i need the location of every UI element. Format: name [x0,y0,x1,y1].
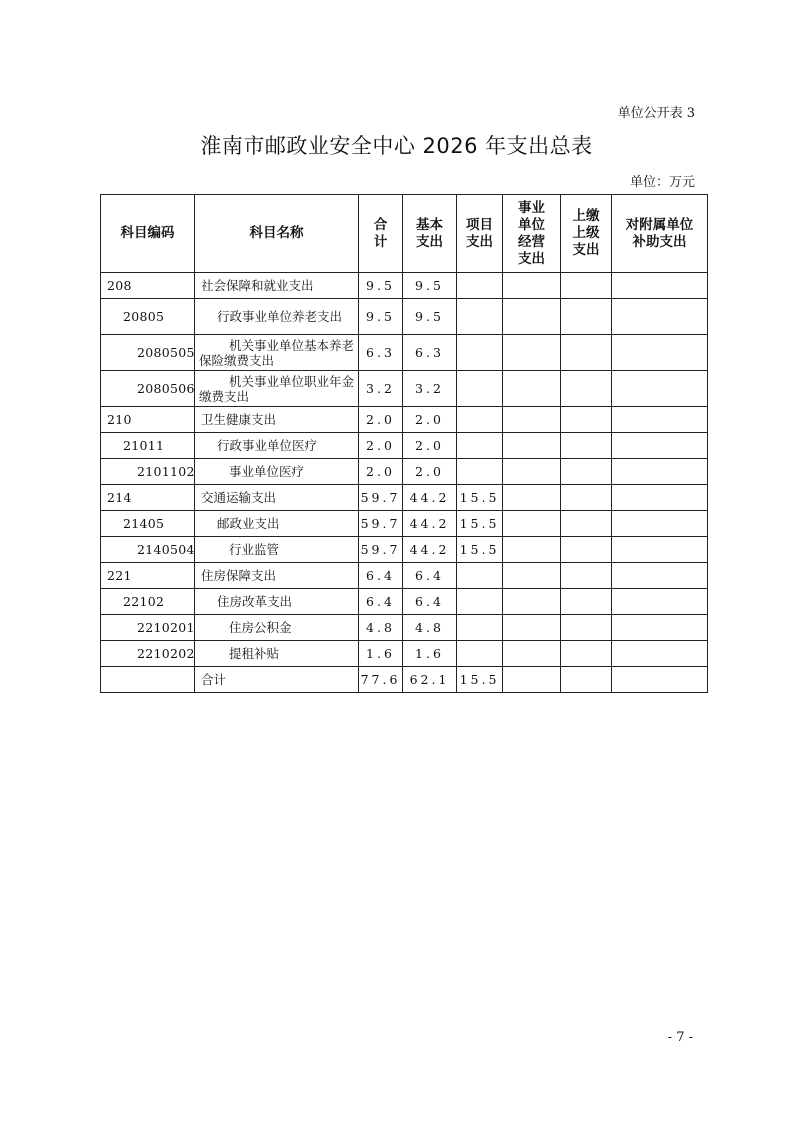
form-number: 单位公开表 3 [617,106,695,121]
cell-subsidy [612,511,708,537]
cell-superior [561,433,612,459]
header-project: 项目 支出 [457,195,503,273]
header-superior: 上缴 上级 支出 [561,195,612,273]
cell-subsidy [612,485,708,511]
cell-total: 2.0 [359,407,403,433]
cell-total: 3.2 [359,371,403,407]
cell-name: 邮政业支出 [195,511,359,537]
cell-name: 机关事业单位基本养老保险缴费支出 [195,335,359,371]
cell-name: 社会保障和就业支出 [195,273,359,299]
cell-basic: 2.0 [403,407,457,433]
table-header-row [101,195,708,273]
cell-code [101,667,195,693]
table-row [101,299,708,335]
cell-business [503,371,561,407]
cell-subsidy [612,433,708,459]
header-basic: 基本 支出 [403,195,457,273]
summary-row [101,667,708,693]
cell-basic: 62.1 [403,667,457,693]
cell-superior [561,459,612,485]
cell-business [503,273,561,299]
cell-code: 21405 [101,511,195,537]
cell-business [503,299,561,335]
cell-business [503,667,561,693]
cell-subsidy [612,273,708,299]
cell-code: 2101102 [101,459,195,485]
cell-superior [561,511,612,537]
table-row [101,485,708,511]
cell-basic: 44.2 [403,485,457,511]
cell-project [457,589,503,615]
cell-superior [561,335,612,371]
table-row [101,641,708,667]
cell-name: 合计 [195,667,359,693]
table-row [101,407,708,433]
cell-total: 9.5 [359,273,403,299]
cell-code: 2210201 [101,615,195,641]
cell-project [457,335,503,371]
cell-basic: 2.0 [403,433,457,459]
table-row [101,563,708,589]
cell-code: 210 [101,407,195,433]
cell-project [457,641,503,667]
cell-code: 20805 [101,299,195,335]
cell-name: 机关事业单位职业年金缴费支出 [195,371,359,407]
cell-name: 交通运输支出 [195,485,359,511]
cell-name: 住房改革支出 [195,589,359,615]
cell-subsidy [612,667,708,693]
cell-code: 2080506 [101,371,195,407]
cell-project: 15.5 [457,485,503,511]
cell-subsidy [612,537,708,563]
cell-total: 4.8 [359,615,403,641]
cell-basic: 44.2 [403,511,457,537]
cell-superior [561,485,612,511]
cell-subsidy [612,641,708,667]
table-row [101,511,708,537]
cell-code: 21011 [101,433,195,459]
cell-total: 2.0 [359,459,403,485]
cell-subsidy [612,371,708,407]
cell-project [457,273,503,299]
cell-basic: 2.0 [403,459,457,485]
cell-basic: 6.4 [403,563,457,589]
cell-superior [561,537,612,563]
cell-subsidy [612,589,708,615]
cell-business [503,563,561,589]
cell-business [503,589,561,615]
cell-project [457,433,503,459]
cell-business [503,485,561,511]
cell-business [503,459,561,485]
header-name: 科目名称 [195,195,359,273]
page-number: - 7 - [667,1030,693,1045]
cell-project [457,299,503,335]
cell-business [503,615,561,641]
cell-total: 1.6 [359,641,403,667]
cell-total: 6.4 [359,589,403,615]
cell-project: 15.5 [457,667,503,693]
cell-code: 208 [101,273,195,299]
cell-total: 59.7 [359,511,403,537]
cell-subsidy [612,615,708,641]
cell-name: 住房保障支出 [195,563,359,589]
expenditure-table [100,194,708,693]
cell-project: 15.5 [457,511,503,537]
cell-basic: 9.5 [403,299,457,335]
cell-basic: 3.2 [403,371,457,407]
table-row [101,589,708,615]
cell-superior [561,667,612,693]
header-total: 合 计 [359,195,403,273]
table-row [101,537,708,563]
cell-code: 22102 [101,589,195,615]
cell-basic: 4.8 [403,615,457,641]
cell-basic: 44.2 [403,537,457,563]
table-row [101,371,708,407]
cell-business [503,335,561,371]
cell-code: 2140504 [101,537,195,563]
cell-basic: 9.5 [403,273,457,299]
cell-name: 卫生健康支出 [195,407,359,433]
cell-code: 2210202 [101,641,195,667]
cell-superior [561,371,612,407]
cell-subsidy [612,299,708,335]
cell-project [457,459,503,485]
table-row [101,335,708,371]
cell-business [503,433,561,459]
cell-code: 221 [101,563,195,589]
header-business: 事业 单位 经营 支出 [503,195,561,273]
cell-code: 2080505 [101,335,195,371]
cell-business [503,537,561,563]
cell-name: 行业监管 [195,537,359,563]
header-code: 科目编码 [101,195,195,273]
cell-name: 提租补贴 [195,641,359,667]
table-row [101,433,708,459]
cell-basic: 1.6 [403,641,457,667]
cell-name: 事业单位医疗 [195,459,359,485]
cell-superior [561,589,612,615]
table-row [101,615,708,641]
cell-basic: 6.4 [403,589,457,615]
cell-business [503,511,561,537]
cell-name: 住房公积金 [195,615,359,641]
header-subsidy: 对附属单位 补助支出 [612,195,708,273]
cell-subsidy [612,407,708,433]
cell-name: 行政事业单位医疗 [195,433,359,459]
cell-superior [561,641,612,667]
cell-superior [561,273,612,299]
cell-total: 59.7 [359,537,403,563]
cell-project [457,407,503,433]
cell-total: 77.6 [359,667,403,693]
cell-project: 15.5 [457,537,503,563]
cell-business [503,641,561,667]
cell-total: 2.0 [359,433,403,459]
cell-superior [561,563,612,589]
cell-code: 214 [101,485,195,511]
cell-total: 9.5 [359,299,403,335]
page-title: 淮南市邮政业安全中心 2026 年支出总表 [200,134,593,158]
cell-project [457,563,503,589]
cell-subsidy [612,335,708,371]
cell-superior [561,615,612,641]
cell-superior [561,299,612,335]
cell-project [457,615,503,641]
cell-name: 行政事业单位养老支出 [195,299,359,335]
table-row [101,459,708,485]
cell-total: 6.3 [359,335,403,371]
cell-subsidy [612,459,708,485]
cell-project [457,371,503,407]
cell-superior [561,407,612,433]
cell-subsidy [612,563,708,589]
cell-basic: 6.3 [403,335,457,371]
cell-total: 6.4 [359,563,403,589]
table-row [101,273,708,299]
cell-business [503,407,561,433]
cell-total: 59.7 [359,485,403,511]
unit-label: 单位：万元 [629,175,695,190]
